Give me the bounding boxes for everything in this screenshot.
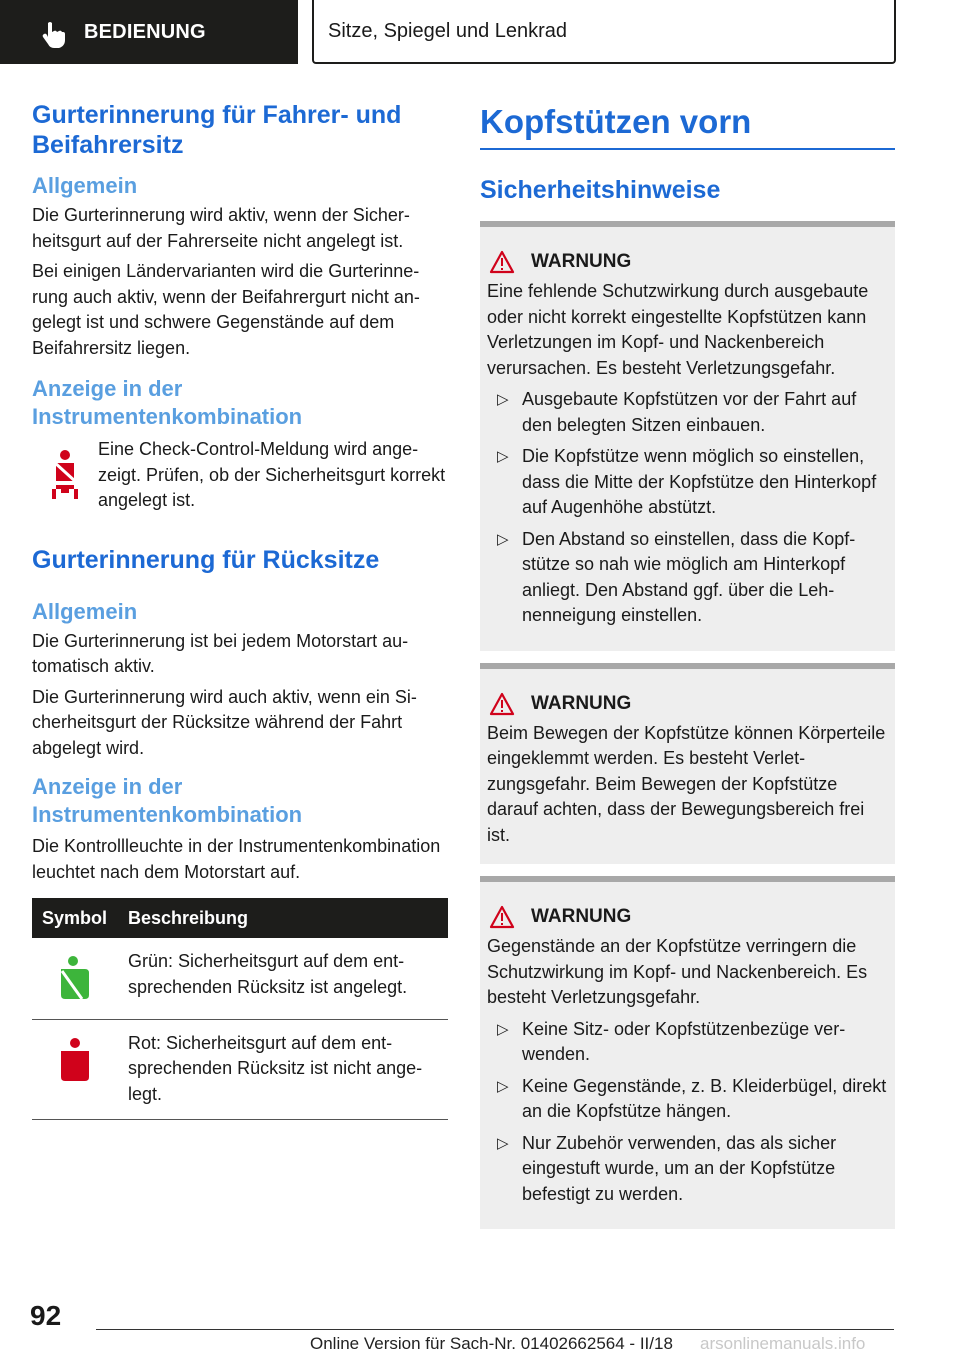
bullet-icon: ▷ (497, 1020, 509, 1038)
heading-safety-notes: Sicherheitshinweise (480, 176, 721, 204)
table-header-row (32, 898, 448, 938)
warning-1-text: Eine fehlende Schutzwirkung durch ausgebaute oder nicht korrekt eingestellte Kopfstützen kann Verletzungen im Kopf- und Nackenbereich verursachen. Es besteht Verletzungsgefahr. (487, 281, 869, 378)
watermark: arsonlinemanuals.info (700, 1334, 866, 1353)
page-number: 92 (30, 1300, 62, 1331)
symbol-table (32, 898, 448, 1120)
heading-head-restraints-front: Kopfstützen vorn (480, 100, 895, 150)
warning-label: WARNUNG (531, 906, 632, 927)
paragraph-2: Bei einigen Ländervarianten wird die Gurterinnerung auch aktiv, wenn der Beifahrergurt nicht angelegt ist und schwere Gegenstände auf dem Beifahrersitz liegen. (32, 261, 420, 358)
warning-box-1 (480, 221, 895, 651)
warning-triangle-icon (489, 692, 515, 716)
bullet-icon: ▷ (497, 530, 509, 548)
heading-seatbelt-reminder-rear: Gurterinnerung für Rücksitze (32, 545, 380, 574)
row-red-description: Rot: Sicherheitsgurt auf dem entsprechenden Rücksitz ist nicht angelegt. (118, 1019, 448, 1120)
warning-box-3 (480, 876, 895, 1229)
warning-3-text: Gegenstände an der Kopfstütze verringern die Schutzwirkung im Kopf- und Nackenbereich. Es besteht Verletzungsgefahr. (487, 936, 868, 1007)
warning-1-list (487, 387, 887, 629)
seatbelt-warning-icon (48, 449, 82, 501)
header-description: Beschreibung (128, 907, 249, 928)
seatbelt-red-icon (58, 1037, 92, 1081)
subheading-display-1: Anzeige in der Instrumentenkombination (32, 376, 303, 429)
list-item: ▷ Ausgebaute Kopfstützen vor der Fahrt auf den belegten Sitzen einbauen. (497, 389, 857, 435)
warning-3-list (487, 1017, 887, 1208)
bullet-icon: ▷ (497, 391, 509, 408)
section-tab (0, 0, 298, 64)
header-symbol: Symbol (42, 907, 108, 928)
hand-pointer-icon (38, 20, 68, 50)
paragraph-4: Die Gurterinnerung ist bei jedem Motorstart automatisch aktiv. (32, 630, 409, 676)
warning-2-text: Beim Bewegen der Kopfstütze können Körperteile eingeklemmt werden. Es besteht Verletzungsgefahr. Beim Bewegen der Kopfstütze darauf achten, dass der Bewegungsbereich frei ist. (487, 722, 886, 845)
table-row (32, 938, 448, 1019)
bullet-icon: ▷ (497, 1077, 509, 1095)
left-column (32, 100, 448, 1120)
subheading-display-2: Anzeige in der Instrumentenkombination (32, 774, 303, 827)
table-row (32, 1019, 448, 1120)
warning-triangle-icon (489, 905, 515, 929)
right-column (480, 100, 895, 1229)
subheading-general-1: Allgemein (32, 173, 138, 198)
paragraph-3: Eine Check-Control-Meldung wird angezeigt. Prüfen, ob der Sicherheitsgurt korrekt angelegt ist. (98, 439, 446, 510)
warning-label: WARNUNG (531, 692, 632, 714)
paragraph-5: Die Gurterinnerung wird auch aktiv, wenn ein Sicherheitsgurt der Rücksitze während der Fahrt abgelegt wird. (32, 686, 417, 758)
section-label: BEDIENUNG (84, 20, 206, 43)
seatbelt-green-icon (58, 955, 92, 999)
subheading-general-2: Allgemein (32, 598, 138, 624)
list-item: ▷ Keine Gegenstände, z. B. Kleiderbügel, direkt an die Kopfstütze hängen. (497, 1075, 887, 1121)
list-item: ▷ Den Abstand so einstellen, dass die Kopfstütze so nah wie möglich am Hinterkopf anliegt. Den Abstand ggf. über die Lehnenneigung einstellen. (497, 528, 856, 625)
list-item: ▷ Keine Sitz- oder Kopfstützenbezüge verwenden. (497, 1018, 846, 1064)
footer-online-version: Online Version für Sach-Nr. 01402662564 - II/18 (310, 1334, 673, 1353)
footer-divider (96, 1329, 894, 1330)
warning-label: WARNUNG (531, 251, 632, 272)
list-item: ▷ Die Kopfstütze wenn möglich so einstellen, dass die Mitte der Kopfstütze den Hinterkopf auf Augenhöhe abstützt. (497, 446, 877, 517)
bullet-icon: ▷ (497, 1134, 509, 1152)
chapter-title: Sitze, Spiegel und Lenkrad (312, 0, 896, 64)
paragraph-6: Die Kontrollleuchte in der Instrumentenkombination leuchtet nach dem Motorstart auf. (32, 836, 441, 882)
bullet-icon: ▷ (497, 448, 509, 465)
check-control-note (32, 437, 448, 514)
list-item: ▷ Nur Zubehör verwenden, das als sicher eingestuft wurde, um an der Kopfstütze befestigt zu werden. (497, 1132, 837, 1204)
paragraph-1: Die Gurterinnerung wird aktiv, wenn der Sicherheitsgurt auf der Fahrerseite nicht angelegt ist. (32, 205, 410, 251)
heading-seatbelt-reminder-front: Gurterinnerung für Fahrer- und Beifahrersitz (32, 101, 402, 159)
row-green-description: Grün: Sicherheitsgurt auf dem entsprechenden Rücksitz ist angelegt. (118, 938, 448, 1019)
warning-box-2 (480, 663, 895, 865)
warning-triangle-icon (489, 250, 515, 274)
